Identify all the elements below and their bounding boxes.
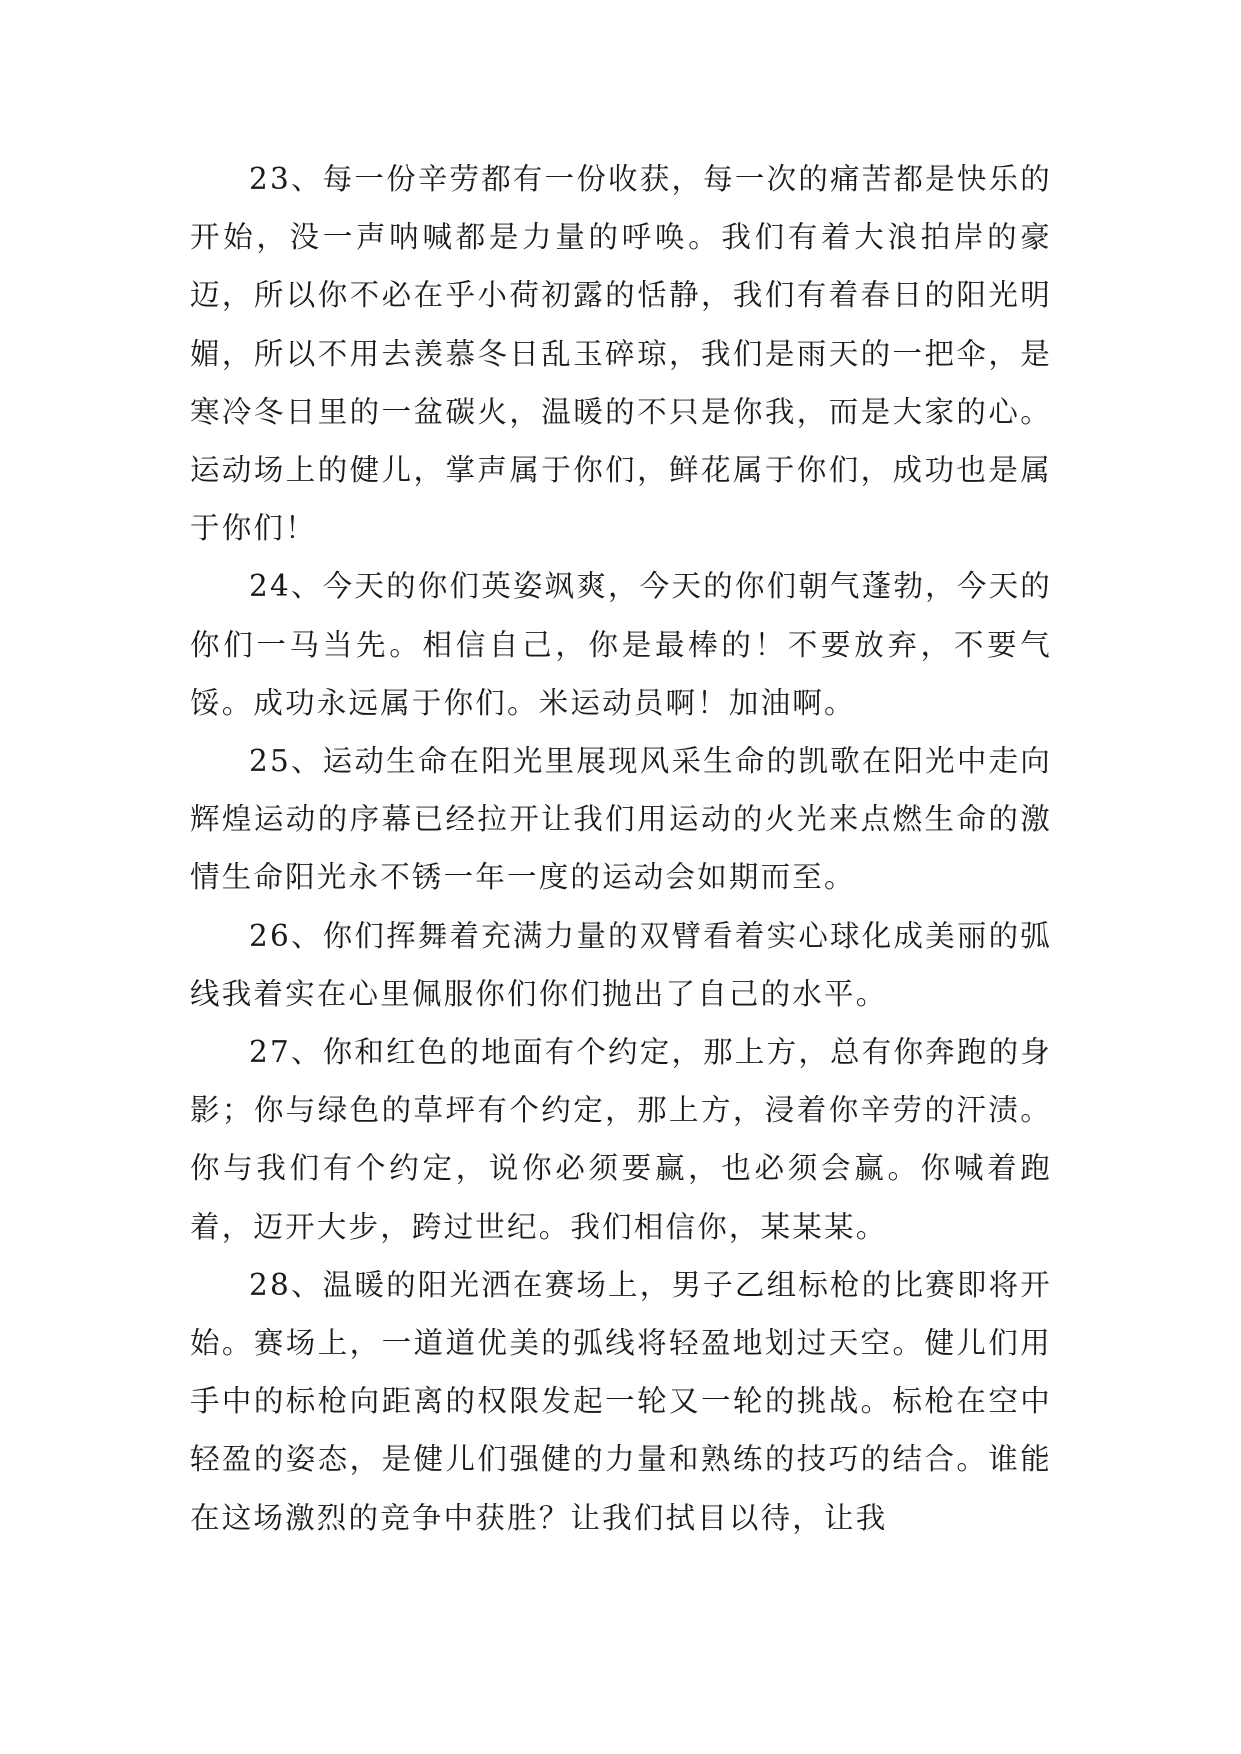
paragraph-25: 25、运动生命在阳光里展现风采生命的凯歌在阳光中走向辉煌运动的序幕已经拉开让我们用运动的火光来点燃生命的激情生命阳光永不锈一年一度的运动会如期而至。 bbox=[190, 744, 1052, 895]
paragraph-28: 28、温暖的阳光洒在赛场上，男子乙组标枪的比赛即将开始。赛场上，一道道优美的弧线将轻盈地划过天空。健儿们用手中的标枪向距离的权限发起一轮又一轮的挑战。标枪在空中轻盈的姿态，是健儿们强健的力量和熟练的技巧的结合。谁能在这场激烈的竞争中获胜？让我们拭目以待，让我 bbox=[190, 1267, 1052, 1535]
paragraph-24: 24、今天的你们英姿飒爽，今天的你们朝气蓬勃，今天的你们一马当先。相信自己，你是最棒的！不要放弃，不要气馁。成功永远属于你们。米运动员啊！加油啊。 bbox=[190, 569, 1052, 720]
page-body bbox=[190, 150, 1052, 1547]
paragraph-27: 27、你和红色的地面有个约定，那上方，总有你奔跑的身影；你与绿色的草坪有个约定，那上方，浸着你辛劳的汗渍。你与我们有个约定，说你必须要赢，也必须会赢。你喊着跑着，迈开大步，跨过世纪。我们相信你，某某某。 bbox=[190, 1035, 1052, 1244]
paragraph-23: 23、每一份辛劳都有一份收获，每一次的痛苦都是快乐的开始，没一声呐喊都是力量的呼唤。我们有着大浪拍岸的豪迈，所以你不必在乎小荷初露的恬静，我们有着春日的阳光明媚，所以不用去羡慕冬日乱玉碎琼，我们是雨天的一把伞，是寒冷冬日里的一盆碳火，温暖的不只是你我，而是大家的心。运动场上的健儿，掌声属于你们，鲜花属于你们，成功也是属于你们！ bbox=[190, 162, 1052, 546]
paragraph-26: 26、你们挥舞着充满力量的双臂看着实心球化成美丽的弧线我着实在心里佩服你们你们抛出了自己的水平。 bbox=[190, 918, 1052, 1011]
